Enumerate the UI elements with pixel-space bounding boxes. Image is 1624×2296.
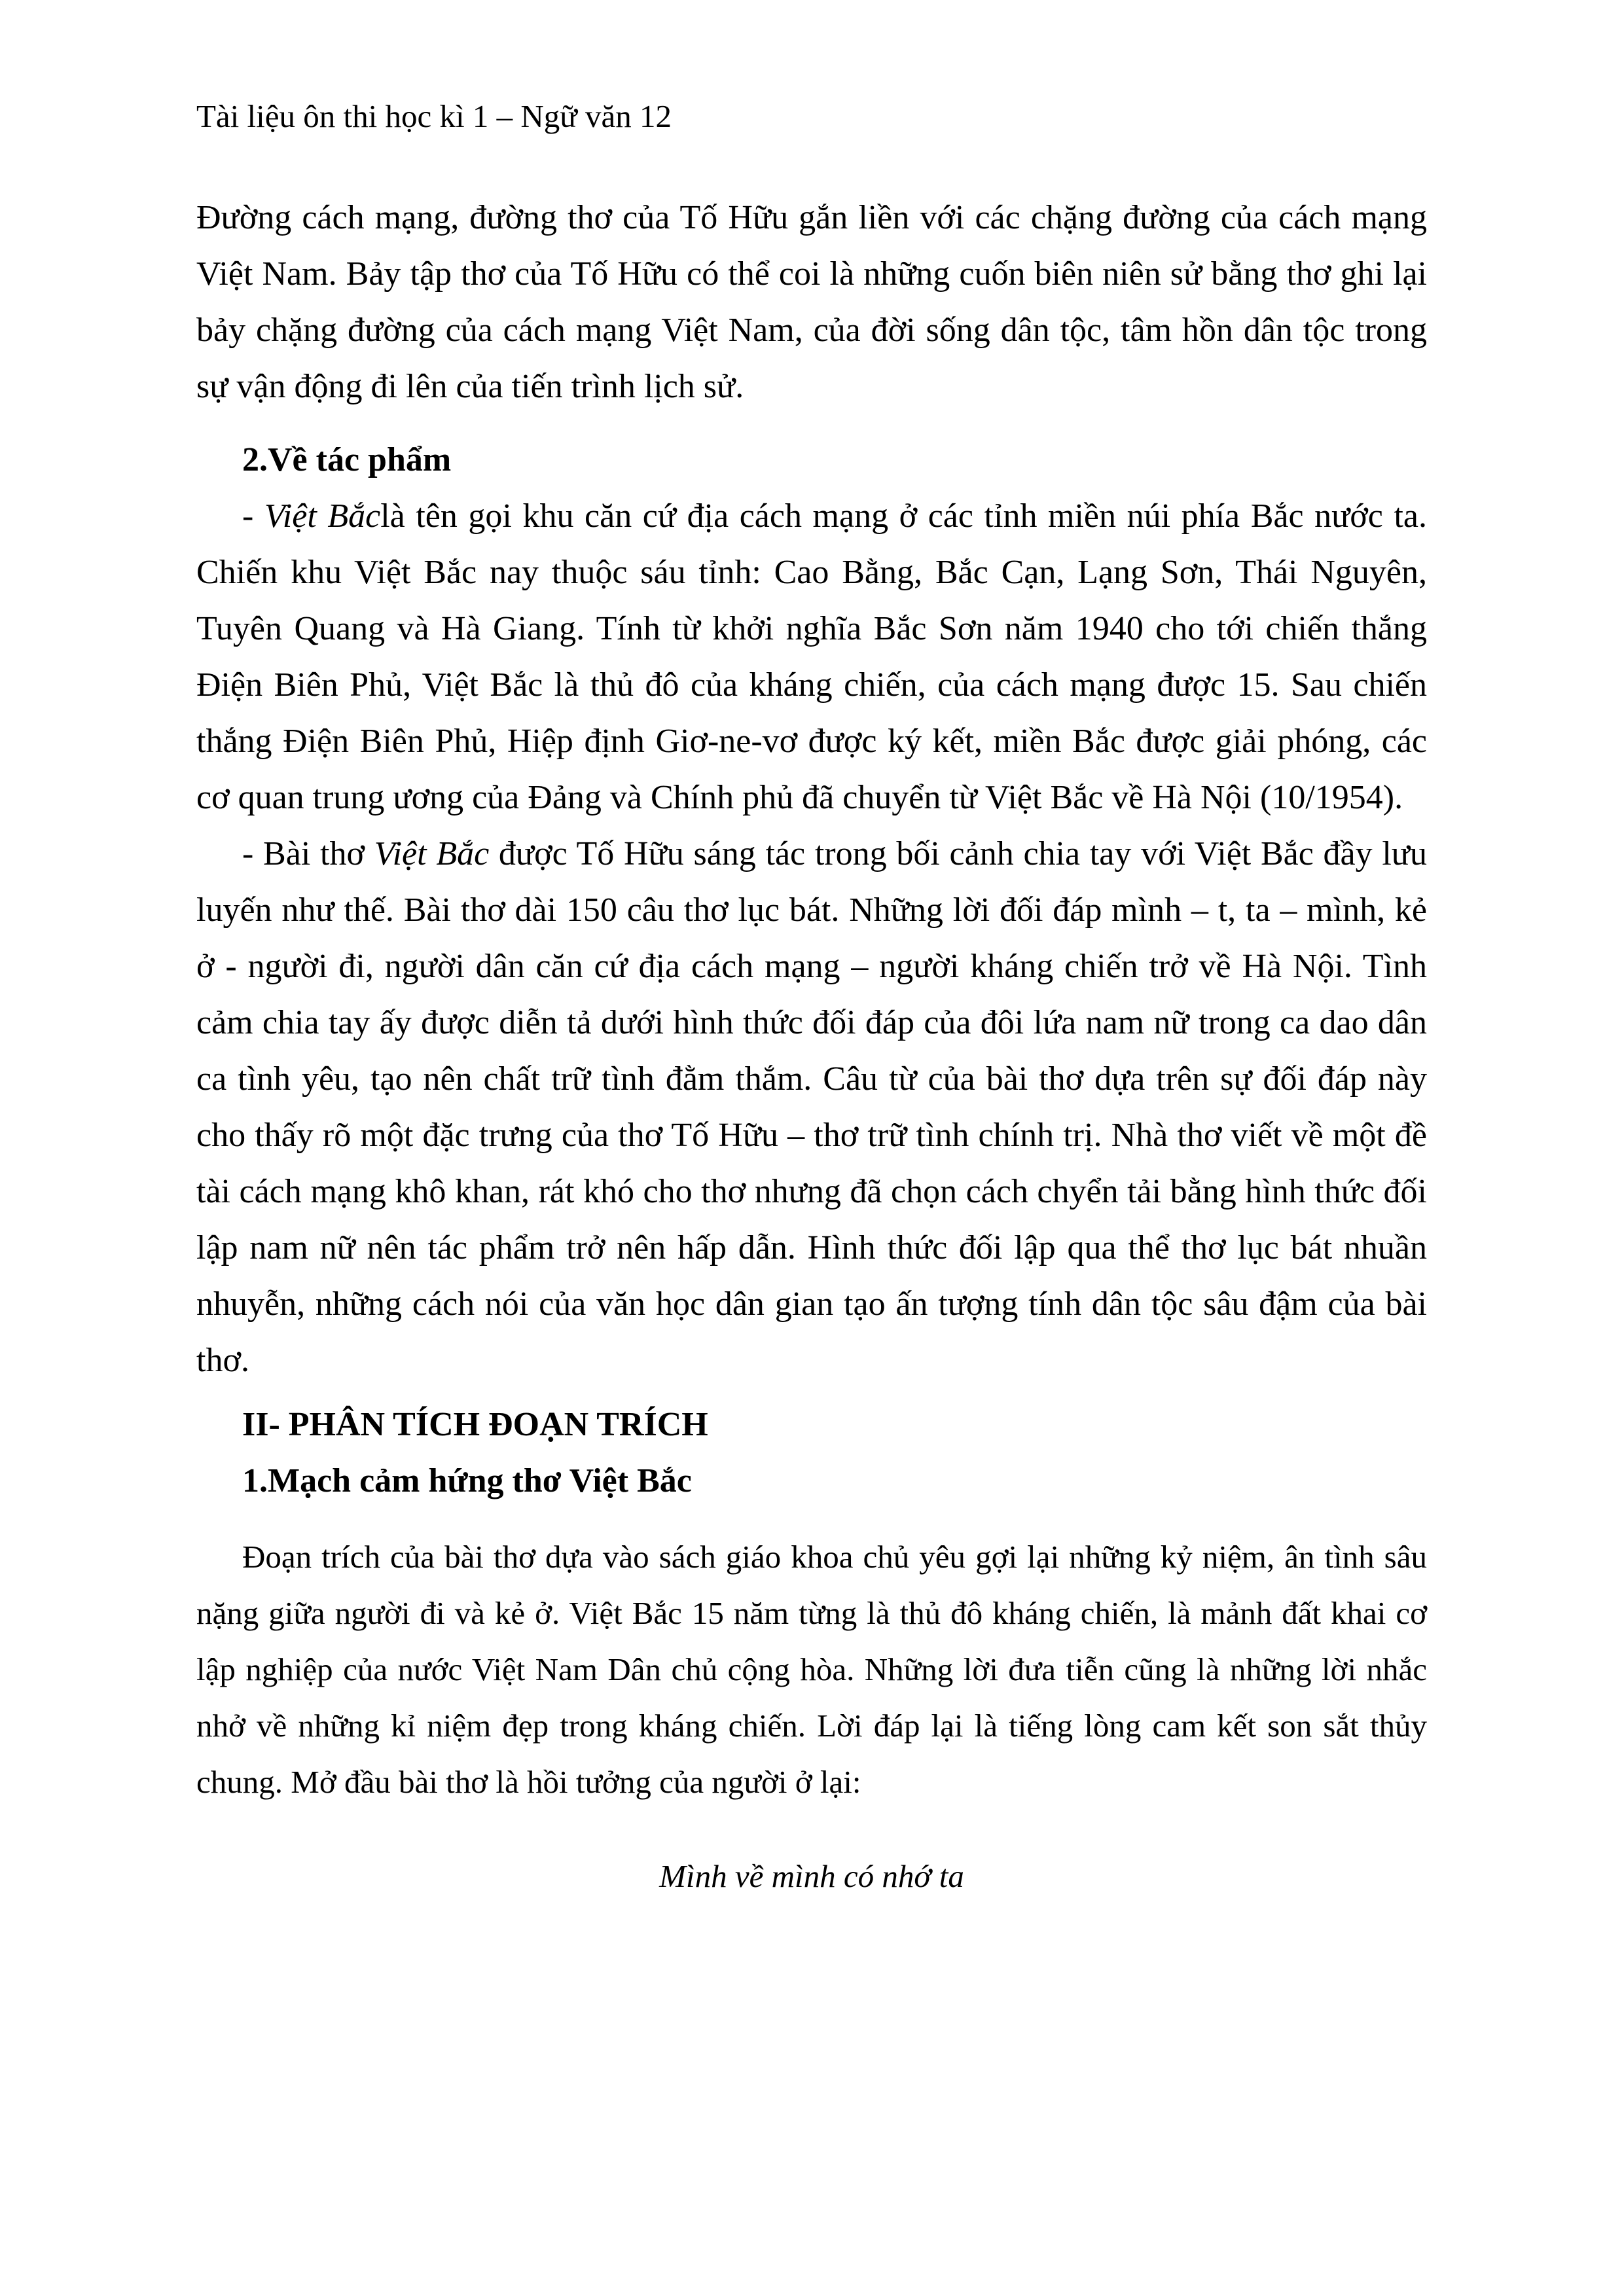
document-body (196, 190, 1427, 1905)
paragraph-text: là tên gọi khu căn cứ địa cách mạng ở các tỉnh miền núi phía Bắc nước ta. Chiến khu Việt Bắc nay thuộc sáu tỉnh: Cao Bằng, Bắc Cạn, Lạng Sơn, Thái Nguyên, Tuyên Quang và Hà Giang. Tính từ khởi nghĩa Bắc Sơn năm 1940 cho tới chiến thắng Điện Biên Phủ, Việt Bắc là thủ đô của kháng chiến, của cách mạng được 15. Sau chiến thắng Điện Biên Phủ, Hiệp định Giơ-ne-vơ được ký kết, miền Bắc được giải phóng, các cơ quan trung ương của Đảng và Chính phủ đã chuyển từ Việt Bắc về Hà Nội (10/1954). (196, 497, 1427, 816)
section-heading-phan-tich: II- PHÂN TÍCH ĐOẠN TRÍCH (242, 1406, 708, 1443)
subheading-mach-cam-hung: 1.Mạch cảm hứng thơ Việt Bắc (242, 1462, 692, 1499)
section-heading-ve-tac-pham: 2.Về tác phẩm (242, 441, 452, 478)
work-title-italic: Việt Bắc (374, 835, 490, 872)
intro-paragraph: Đường cách mạng, đường thơ của Tố Hữu gắn liền với các chặng đường của cách mạng Việt Nam. Bảy tập thơ của Tố Hữu có thể coi là những cuốn biên niên sử bằng thơ ghi lại bảy chặng đường của cách mạng Việt Nam, của đời sống dân tộc, tâm hồn dân tộc trong sự vận động đi lên của tiến trình lịch sử. (196, 199, 1427, 405)
work-title-italic: Việt Bắc (264, 497, 381, 535)
paragraph-text: được Tố Hữu sáng tác trong bối cảnh chia tay với Việt Bắc đầy lưu luyến như thế. Bài thơ dài 150 câu thơ lục bát. Những lời đối đáp mình – t, ta – mình, kẻ ở - người đi, người dân căn cứ địa cách mạng – người kháng chiến trở về Hà Nội. Tình cảm chia tay ấy được diễn tả dưới hình thức đối đáp của đôi lứa nam nữ trong ca dao dân ca tình yêu, tạo nên chất trữ tình đằm thắm. Câu từ của bài thơ dựa trên sự đối đáp này cho thấy rõ một đặc trưng của thơ Tố Hữu – thơ trữ tình chính trị. Nhà thơ viết về một đề tài cách mạng khô khan, rát khó cho thơ nhưng đã chọn cách chyển tải bằng hình thức đối lập nam nữ nên tác phẩm trở nên hấp dẫn. Hình thức đối lập qua thể thơ lục bát nhuần nhuyễn, những cách nói của văn học dân gian tạo ấn tượng tính dân tộc sâu đậm của bài thơ. (196, 835, 1427, 1379)
dash-prefix: - (242, 497, 264, 535)
page-header: Tài liệu ôn thi học kì 1 – Ngữ văn 12 (196, 98, 672, 134)
paragraph-doan-trich: Đoạn trích của bài thơ dựa vào sách giáo khoa chủ yêu gợi lại những kỷ niệm, ân tình sâu nặng giữa người đi và kẻ ở. Việt Bắc 15 năm từng là thủ đô kháng chiến, là mảnh đất khai cơ lập nghiệp của nước Việt Nam Dân chủ cộng hòa. Những lời đưa tiễn cũng là những lời nhắc nhở về những kỉ niệm đẹp trong kháng chiến. Lời đáp lại là tiếng lòng cam kết son sắt thủy chung. Mở đầu bài thơ là hồi tưởng của người ở lại: (196, 1539, 1427, 1800)
poem-verse: Mình về mình có nhớ ta (659, 1858, 964, 1894)
paragraph-viet-bac-definition (196, 488, 1427, 826)
paragraph-poem-context (196, 826, 1427, 1389)
dash-prefix: - Bài thơ (242, 835, 374, 872)
